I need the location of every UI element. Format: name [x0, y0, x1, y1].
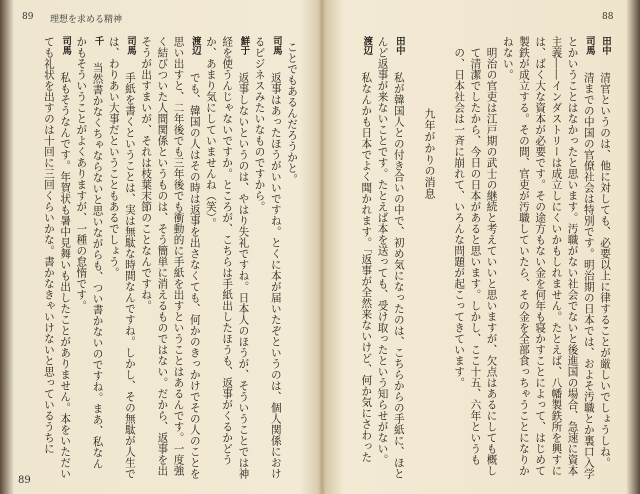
paragraph-text: 明治の官吏は江戸期の武士の継続と考えていいと思いますが、欠点はあるにしても概して清潔でしたから、今日の日本があると思います。しかし、ここ十五、六年というもの、日本社会は一斉に崩れて、いろんな問題が起こってきています。	[453, 46, 498, 476]
paragraph	[138, 36, 203, 480]
paragraph-text: 私なんかも日本でよく聞かれます。「返事が全然来ないけど、何か気にさわった	[360, 72, 373, 463]
paragraph-text: 手紙を書くということは、実は無駄な時間なんですね。しかし、その無駄が人生では、わりあい大事だということもあるでしょう。	[107, 36, 136, 480]
speaker-label: 田中	[600, 36, 611, 56]
paragraph-text: 私が韓国人との付き合いの中で、初め気になったのは、こちらからの手紙に、ほとんど返事が来ないことです。たとえば本を送っても、受け取ったという知らせがない。	[376, 36, 405, 480]
paragraph	[597, 36, 613, 480]
speaker-label: 司馬	[270, 36, 282, 56]
speaker-label: 鮮于	[238, 36, 250, 56]
paragraph	[358, 36, 374, 480]
speaker-label: 渡辺	[361, 36, 373, 56]
speaker-label: 司馬	[60, 36, 72, 56]
paragraph-text: 当然書かなくちゃならないと思いながらも、つい書かないのですね。まあ、私なんかもそういうことがよくありますが、一種の怠惰です。	[75, 36, 104, 470]
right-page-number: 88	[602, 12, 614, 22]
speaker-label: 司馬	[583, 36, 595, 56]
paragraph	[374, 36, 406, 480]
running-title: 理想を求める精神	[50, 15, 123, 25]
right-text-column	[338, 36, 613, 480]
paragraph-text: 清官というのは、他に対しても、必要以上に律することが厳しいでしょうしね。	[599, 72, 611, 469]
speaker-label: 田中	[393, 36, 405, 56]
paragraph	[500, 36, 597, 480]
speaker-label: 渡辺	[189, 36, 201, 56]
paragraph-text: 清までの中国の官僚社会は特別です。明治期の日本では、およそ汚職とか裏口入学とかいうことはなかったと思います。汚職がない社会でないと後進国の場合、急速に資本主義――インダストリーは成立しにくいかもしれません。たとえば、八幡製鉄所を興すには、ばく大な資本が必要です。その途方もない金を何年も寝かすことによって、はじめて製鉄が成立する。その間、官吏が汚職していたら、その金を全部食っちゃうことになりかねない。	[501, 36, 595, 480]
paragraph	[451, 36, 500, 480]
paragraph-text: 返事はあったほうがいいですね。とくに本が届いたぞというのは、個人関係におけるビジネスみたいなものですから。	[253, 36, 282, 480]
paragraph	[106, 36, 138, 480]
paragraph-text: ことでもあるんだろうかと。	[286, 41, 298, 185]
paragraph	[203, 36, 252, 480]
right-page	[320, 0, 640, 494]
paragraph	[41, 36, 73, 480]
left-footer-page-number: 89	[18, 475, 31, 486]
speaker-label: 司馬	[124, 36, 136, 56]
paragraph-text: 私もそうなんです。年賀状も暑中見舞いも出したことがありません。本をいただいても礼状を出すのは十回に三回くらいかな。書かなきゃいけないと思っているうちに	[42, 36, 72, 480]
left-text-column	[30, 36, 300, 480]
section-title: 九年がかりの消息	[422, 107, 436, 199]
paragraph	[251, 36, 283, 480]
paragraph	[284, 36, 300, 480]
paragraph-text: 返事しないというのは、やはり失礼ですね。日本人のほうが、そういうことでは神経を使うんじゃないですか。ところが、こちらは手紙出したほうも、返事がくるかどうか、あまり気にしていませんね（笑）。	[204, 36, 250, 480]
left-page-number: 89	[22, 12, 34, 22]
speaker-label: 千	[92, 36, 104, 46]
paragraph	[73, 36, 105, 480]
paragraph-text: でも、韓国の人はその時は返事を出さなくても、何かのきっかけでその人のことを思い出すと、二年後でも三年後でも衝動的に手紙を出すということはあるんです。一度強く結びついた人間関係というものは、そう簡単に消えるものではない。だから、返事を出そうが出すまいが、それは枝葉末節のことなんですね。	[140, 36, 201, 480]
